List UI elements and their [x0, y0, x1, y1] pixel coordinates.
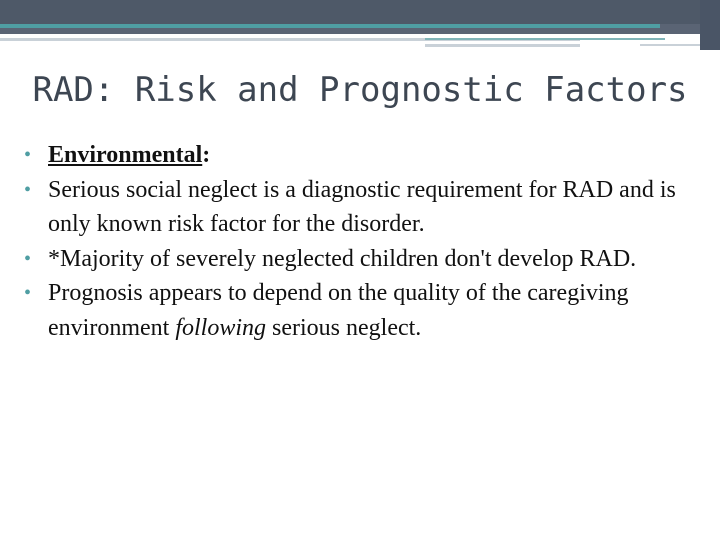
bullet-item-environmental	[24, 138, 704, 173]
header-right-block	[700, 0, 720, 50]
bullet-item-majority	[24, 242, 704, 277]
bullet-list	[24, 138, 704, 345]
bullet-icon: •	[24, 178, 32, 201]
bullet-icon: •	[24, 144, 32, 166]
bullet-text-before: Prognosis appears to depend on the quality of the caregiving environment	[48, 280, 629, 341]
bullet-icon: •	[24, 247, 32, 270]
bullet-item-prognosis	[24, 276, 704, 345]
header-accent-line	[0, 24, 660, 28]
bullet-text-after: serious neglect.	[266, 314, 422, 341]
header-band-top	[0, 0, 720, 24]
bullet-text: Serious social neglect is a diagnostic requirement for RAD and is only known risk factor for the disorder.	[48, 176, 676, 237]
header-rule-teal	[425, 38, 665, 40]
slide-title: RAD: Risk and Prognostic Factors	[32, 70, 688, 110]
bullet-heading-suffix: :	[202, 142, 211, 168]
header-rule-short	[640, 44, 700, 46]
bullet-heading: Environmental	[48, 142, 203, 168]
header-rule-mid	[425, 44, 580, 47]
bullet-icon: •	[24, 282, 32, 304]
bullet-item-neglect	[24, 173, 704, 242]
bullet-text-emphasis: following	[175, 314, 266, 341]
bullet-text: *Majority of severely neglected children don't develop RAD.	[48, 245, 637, 272]
